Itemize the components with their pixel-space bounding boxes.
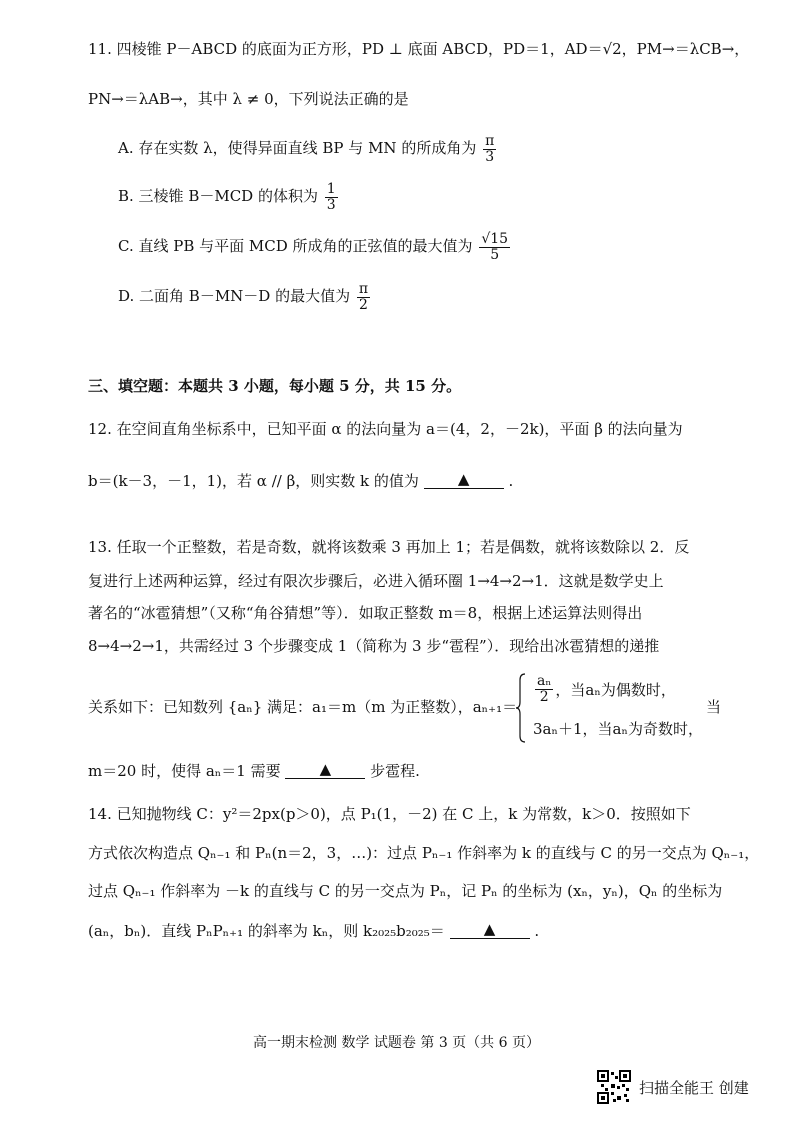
q11-option-d bbox=[118, 282, 372, 312]
q11-option-a-text: A. 存在实数 λ，使得异面直线 BP 与 MN 的所成角为 bbox=[118, 139, 477, 158]
case-odd: 3aₙ＋1，当aₙ为奇数时， bbox=[533, 720, 703, 738]
fraction-denominator: 3 bbox=[485, 148, 495, 165]
q11-option-a-fraction bbox=[483, 134, 496, 164]
q13-line2: 复进行上述两种运算，经过有限次步骤后，必进入循环圈 1→4→2→1．这就是数学史上 bbox=[88, 572, 664, 590]
q13-line1: 13. 任取一个正整数，若是奇数，就将该数乘 3 再加上 1；若是偶数，就将该数除以 2．反 bbox=[88, 538, 690, 556]
q11-option-c bbox=[118, 232, 512, 262]
qr-code-icon bbox=[597, 1070, 631, 1104]
section-heading: 三、填空题：本题共 3 小题，每小题 5 分，共 15 分。 bbox=[88, 377, 462, 395]
q11-option-b-fraction bbox=[325, 182, 338, 212]
fraction-numerator: π bbox=[358, 281, 369, 297]
fraction-denominator: 3 bbox=[326, 196, 336, 213]
q13-line5: 关系如下：已知数列 {aₙ} 满足：a₁＝m（m 为正整数），aₙ₊₁＝ bbox=[88, 698, 518, 716]
q11-option-b-text: B. 三棱锥 B－MCD 的体积为 bbox=[118, 187, 318, 206]
q11-option-a bbox=[118, 134, 498, 164]
page-footer: 高一期末检测 数学 试题卷 第 3 页（共 6 页） bbox=[253, 1035, 540, 1051]
q14-line4 bbox=[88, 922, 539, 941]
answer-blank[interactable]: ▲ bbox=[285, 760, 365, 779]
brace-icon bbox=[515, 672, 527, 744]
q11-option-c-fraction bbox=[479, 232, 510, 262]
q12-line2-end: . bbox=[508, 472, 514, 490]
q11-option-c-text: C. 直线 PB 与平面 MCD 所成角的正弦值的最大值为 bbox=[118, 237, 473, 256]
scanner-label: 扫描全能王 创建 bbox=[639, 1078, 749, 1097]
q11-line1: 11. 四棱锥 P－ABCD 的底面为正方形，PD ⊥ 底面 ABCD，PD＝1，AD＝√2，PM→＝λCB→， bbox=[88, 40, 750, 58]
q14-line1: 14. 已知抛物线 C：y²＝2px(p＞0)，点 P₁(1，－2) 在 C 上，k 为常数，k＞0．按照如下 bbox=[88, 805, 691, 823]
q13-line6 bbox=[88, 762, 420, 781]
case-even-condition: ，当aₙ为偶数时， bbox=[555, 680, 676, 699]
case-even bbox=[533, 674, 676, 704]
q11-line2: PN→＝λAB→，其中 λ ≠ 0，下列说法正确的是 bbox=[88, 90, 409, 108]
fraction-denominator: 2 bbox=[539, 688, 549, 705]
scanner-watermark bbox=[597, 1070, 749, 1104]
recursion-cases bbox=[515, 672, 715, 744]
q11-option-b bbox=[118, 182, 340, 212]
case-even-fraction bbox=[535, 674, 553, 704]
q13-line6-text: m＝20 时，使得 aₙ＝1 需要 bbox=[88, 762, 281, 780]
q12-line1: 12. 在空间直角坐标系中，已知平面 α 的法向量为 a＝(4，2，－2k)，平面 β 的法向量为 bbox=[88, 420, 683, 438]
q14-line4-end: . bbox=[534, 922, 540, 940]
q11-option-d-fraction bbox=[357, 282, 370, 312]
q14-line3: 过点 Qₙ₋₁ 作斜率为 －k 的直线与 C 的另一交点为 Pₙ，记 Pₙ 的坐标为 (xₙ，yₙ)，Qₙ 的坐标为 bbox=[88, 882, 723, 900]
fraction-denominator: 5 bbox=[490, 246, 500, 263]
fraction-denominator: 2 bbox=[359, 296, 368, 313]
fraction-numerator: π bbox=[485, 133, 495, 149]
fraction-numerator: aₙ bbox=[537, 673, 552, 689]
q13-line4: 8→4→2→1，共需经过 3 个步骤变成 1（简称为 3 步“雹程”）．现给出冰雹猜想的递推 bbox=[88, 637, 660, 655]
q13-line5-end: 当 bbox=[706, 698, 722, 716]
fraction-numerator: 1 bbox=[326, 181, 336, 197]
q11-option-d-text: D. 二面角 B－MN－D 的最大值为 bbox=[118, 287, 351, 306]
q13-line3: 著名的“冰雹猜想”（又称“角谷猜想”等）．如取正整数 m＝8，根据上述运算法则得出 bbox=[88, 604, 643, 622]
q13-line6-end: 步雹程. bbox=[370, 762, 420, 780]
q12-line2 bbox=[88, 472, 513, 491]
fraction-numerator: √15 bbox=[481, 231, 509, 247]
q12-line2-text: b＝(k－3，－1，1)，若 α // β，则实数 k 的值为 bbox=[88, 472, 419, 490]
q14-line4-text: (aₙ，bₙ)．直线 PₙPₙ₊₁ 的斜率为 kₙ，则 k₂₀₂₅b₂₀₂₅＝ bbox=[88, 922, 445, 940]
q14-line2: 方式依次构造点 Qₙ₋₁ 和 Pₙ(n＝2，3，…)：过点 Pₙ₋₁ 作斜率为 k 的直线与 C 的另一交点为 Qₙ₋₁， bbox=[88, 844, 760, 862]
answer-blank[interactable]: ▲ bbox=[450, 920, 530, 939]
answer-blank[interactable]: ▲ bbox=[424, 470, 504, 489]
